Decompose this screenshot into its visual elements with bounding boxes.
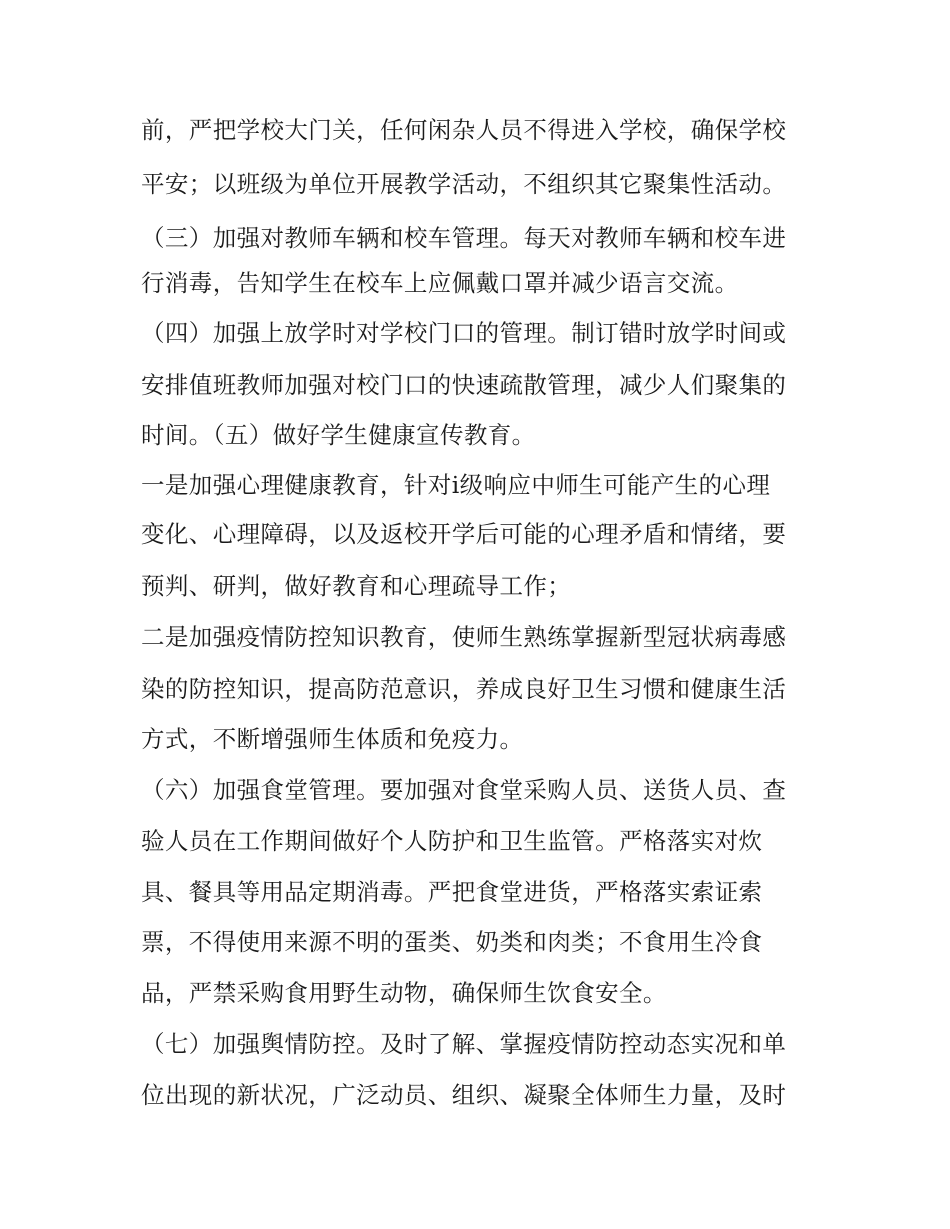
text-line: 具、餐具等用品定期消毒。严把食堂进货，严格落实索证索 (141, 878, 763, 906)
text-line: 预判、研判，做好教育和心理疏导工作； (141, 572, 572, 600)
text-line: 前，严把学校大门关，任何闲杂人员不得进入学校，确保学校 (141, 116, 787, 144)
text-line: 方式，不断增强师生体质和免疫力。 (141, 725, 524, 753)
text-line: 验人员在工作期间做好个人防护和卫生监管。严格落实对炊 (141, 827, 763, 855)
text-line: 品，严禁采购食用野生动物，确保师生饮食安全。 (141, 979, 667, 1007)
text-line: 票，不得使用来源不明的蛋类、奶类和肉类；不食用生冷食 (141, 928, 763, 956)
text-line: 位出现的新状况，广泛动员、组织、凝聚全体师生力量，及时 (141, 1081, 787, 1109)
text-line: 变化、心理障碍，以及返校开学后可能的心理矛盾和情绪，要 (141, 520, 787, 548)
text-line: 一是加强心理健康教育，针对ⅰ级响应中师生可能产生的心理 (141, 471, 771, 499)
text-line: （四）加强上放学时对学校门口的管理。制订错时放学时间或 (141, 319, 787, 347)
text-line: （六）加强食堂管理。要加强对食堂采购人员、送货人员、查 (141, 776, 787, 804)
text-line: 染的防控知识，提高防范意识，养成良好卫生习惯和健康生活 (141, 675, 787, 703)
text-line: （三）加强对教师车辆和校车管理。每天对教师车辆和校车进 (141, 224, 787, 252)
text-line: 平安；以班级为单位开展教学活动，不组织其它聚集性活动。 (141, 170, 787, 198)
text-line: 二是加强疫情防控知识教育，使师生熟练掌握新型冠状病毒感 (141, 623, 787, 651)
text-line: 行消毒，告知学生在校车上应佩戴口罩并减少语言交流。 (141, 269, 739, 297)
text-line: 时间。（五）做好学生健康宣传教育。 (141, 421, 536, 449)
text-line: （七）加强舆情防控。及时了解、掌握疫情防控动态实况和单 (141, 1030, 787, 1058)
text-line: 安排值班教师加强对校门口的快速疏散管理，减少人们聚集的 (141, 371, 787, 399)
